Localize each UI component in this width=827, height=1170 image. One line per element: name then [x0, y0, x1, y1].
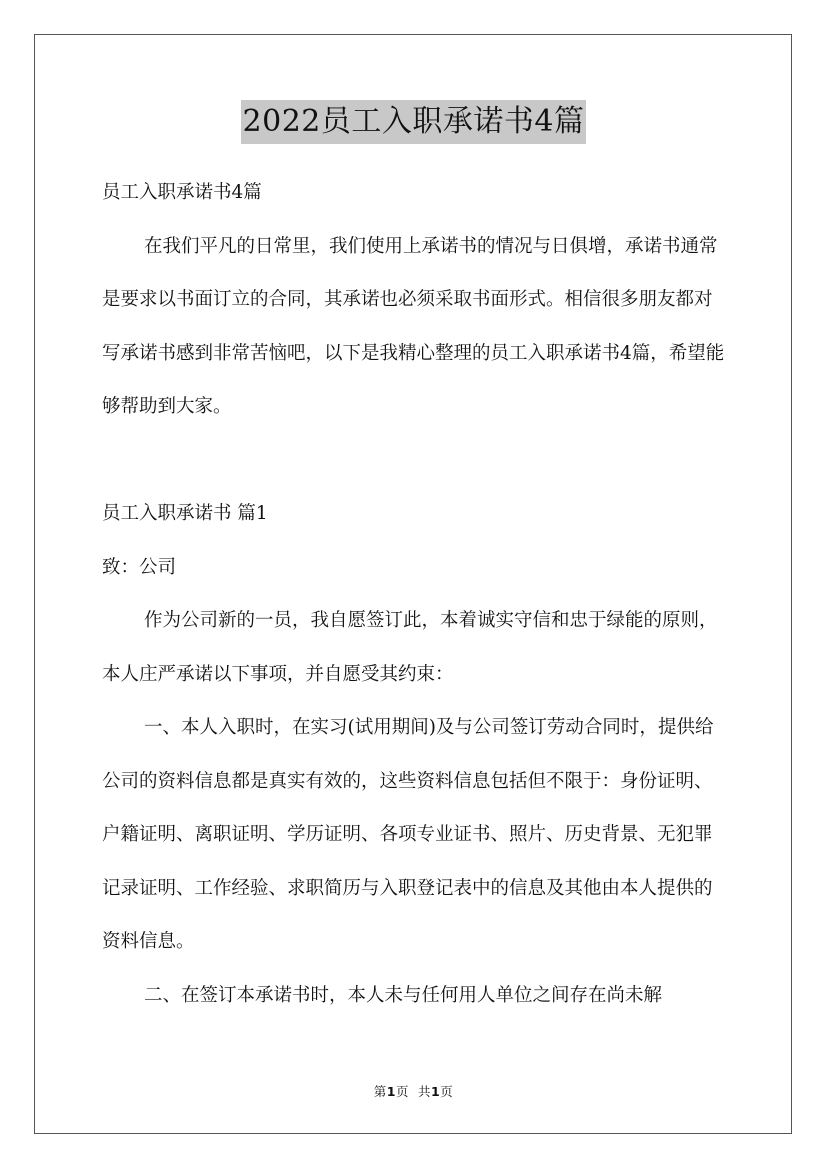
- page-prefix: 第: [373, 1084, 387, 1099]
- body-paragraph-1: 作为公司新的一员，我自愿签订此，本着诚实守信和忠于绿能的原则，本人庄严承诺以下事项，并自愿受其约束：: [102, 610, 718, 685]
- title-container: [0, 100, 827, 144]
- total-prefix: 共: [417, 1084, 431, 1099]
- paragraph-gap: [102, 434, 730, 488]
- section-heading: 员工入职承诺书 篇1: [102, 503, 268, 524]
- document-body: [102, 166, 730, 1022]
- page-number: 1: [386, 1084, 396, 1099]
- document-subtitle: 员工入职承诺书4篇: [102, 182, 262, 203]
- total-pages: 1: [430, 1084, 441, 1099]
- page-footer: [0, 1082, 827, 1100]
- body-paragraph-3: 二、在签订本承诺书时，本人未与任何用人单位之间存在尚未解: [144, 984, 663, 1006]
- total-suffix: 页: [440, 1084, 454, 1099]
- intro-paragraph: 在我们平凡的日常里，我们使用上承诺书的情况与日俱增，承诺书通常是要求以书面订立的合同，其承诺也必须采取书面形式。相信很多朋友都对写承诺书感到非常苦恼吧，以下是我精心整理的员工入职承诺书4篇，希望能够帮助到大家。: [102, 235, 725, 417]
- page-suffix: 页: [396, 1084, 410, 1099]
- document-title: 2022员工入职承诺书4篇: [241, 100, 587, 144]
- salutation: 致：公司: [102, 556, 177, 578]
- body-paragraph-2: 一、本人入职时，在实习(试用期间)及与公司签订劳动合同时，提供给公司的资料信息都是真实有效的，这些资料信息包括但不限于：身份证明、户籍证明、离职证明、学历证明、各项专业证书、照片、历史背景、无犯罪记录证明、工作经验、求职简历与入职登记表中的信息及其他由本人提供的资料信息。: [102, 717, 714, 952]
